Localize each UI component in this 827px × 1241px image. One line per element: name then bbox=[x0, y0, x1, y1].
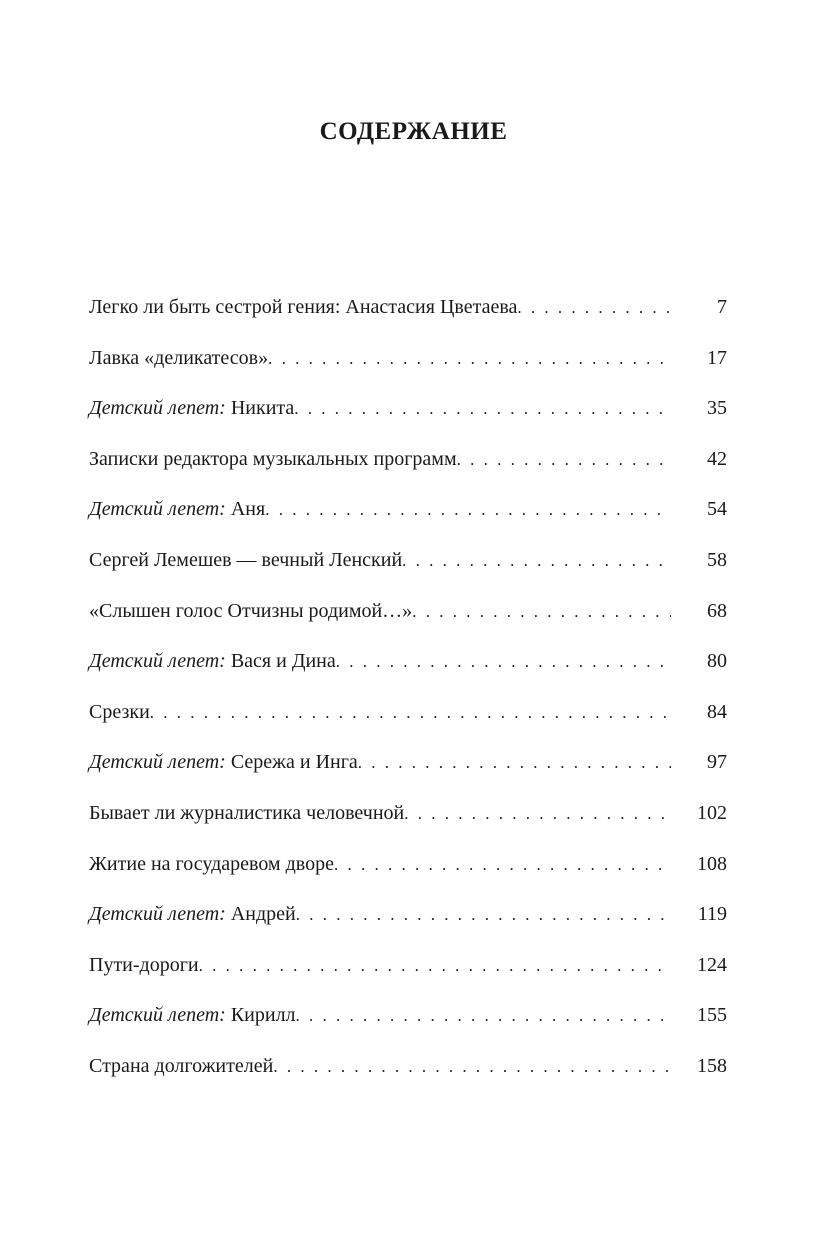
page-number: 7 bbox=[717, 296, 727, 318]
dot-leader bbox=[150, 698, 671, 728]
entry-text: Аня bbox=[230, 498, 266, 521]
entry-text: Житие на государевом дворе bbox=[89, 852, 334, 875]
entry-title bbox=[89, 747, 358, 777]
entry-title bbox=[89, 596, 412, 626]
entry-text: Никита bbox=[230, 397, 295, 420]
toc-entry[interactable] bbox=[89, 899, 727, 950]
dot-leader bbox=[402, 546, 671, 576]
dot-leader bbox=[517, 293, 671, 323]
page-number: 58 bbox=[707, 548, 727, 571]
dot-leader bbox=[265, 495, 671, 525]
page-number: 35 bbox=[707, 397, 727, 420]
page-number: 119 bbox=[697, 903, 727, 926]
entry-title bbox=[89, 292, 517, 322]
page-number: 102 bbox=[697, 801, 727, 824]
entry-text: Сережа и Инга bbox=[230, 751, 358, 774]
entry-text: Срезки bbox=[89, 700, 150, 723]
entry-title bbox=[89, 393, 294, 423]
page-number: 124 bbox=[697, 953, 727, 976]
toc-entry[interactable] bbox=[89, 697, 727, 748]
page-number: 158 bbox=[697, 1054, 727, 1077]
entry-text: Кирилл bbox=[230, 1004, 296, 1027]
toc-entry[interactable] bbox=[89, 292, 727, 343]
dot-leader bbox=[412, 597, 671, 627]
entry-text: Вася и Дина bbox=[230, 650, 336, 673]
toc-entry[interactable] bbox=[89, 646, 727, 697]
page-number: 54 bbox=[707, 498, 727, 521]
entry-title bbox=[89, 545, 402, 575]
dot-leader bbox=[404, 799, 671, 829]
dot-leader bbox=[334, 850, 671, 880]
dot-leader bbox=[358, 748, 671, 778]
entry-text: Сергей Лемешев — вечный Ленский bbox=[89, 548, 403, 571]
toc-entry[interactable] bbox=[89, 798, 727, 849]
entry-prefix: Детский лепет: bbox=[89, 397, 226, 420]
entry-title bbox=[89, 950, 199, 980]
page-number: 155 bbox=[697, 1004, 727, 1027]
page-number: 68 bbox=[707, 599, 727, 622]
entry-text: «Слышен голос Отчизны родимой…» bbox=[89, 599, 413, 622]
dot-leader bbox=[457, 445, 671, 475]
entry-text: Бывает ли журналистика человечной bbox=[89, 801, 405, 824]
entry-text: Лавка «деликатесов» bbox=[89, 346, 269, 369]
entry-text: Легко ли быть сестрой гения: Анастасия Цветаева bbox=[89, 296, 518, 318]
toc-entry[interactable] bbox=[89, 444, 727, 495]
entry-text: Страна долгожителей bbox=[89, 1054, 274, 1077]
toc-entry[interactable] bbox=[89, 494, 727, 545]
entry-prefix: Детский лепет: bbox=[89, 498, 226, 521]
page-number: 108 bbox=[697, 852, 727, 875]
dot-leader bbox=[273, 1052, 671, 1082]
dot-leader bbox=[296, 1001, 671, 1031]
toc-entry[interactable] bbox=[89, 393, 727, 444]
entry-title bbox=[89, 343, 268, 373]
entry-title bbox=[89, 697, 150, 727]
entry-title bbox=[89, 444, 457, 474]
entry-text: Пути-дороги bbox=[89, 953, 199, 976]
entry-text: Записки редактора музыкальных программ bbox=[89, 447, 457, 470]
dot-leader bbox=[268, 344, 671, 374]
page-number: 17 bbox=[707, 346, 727, 369]
dot-leader bbox=[296, 900, 671, 930]
dot-leader bbox=[199, 951, 671, 981]
page-number: 97 bbox=[707, 751, 727, 774]
entry-title bbox=[89, 646, 336, 676]
table-of-contents bbox=[89, 292, 727, 1102]
entry-prefix: Детский лепет: bbox=[89, 751, 226, 774]
toc-entry[interactable] bbox=[89, 343, 727, 394]
entry-prefix: Детский лепет: bbox=[89, 1004, 226, 1027]
entry-text: Андрей bbox=[230, 903, 296, 926]
toc-entry[interactable] bbox=[89, 747, 727, 798]
toc-entry[interactable] bbox=[89, 1000, 727, 1051]
toc-entry[interactable] bbox=[89, 849, 727, 900]
entry-title bbox=[89, 798, 404, 828]
entry-title bbox=[89, 1000, 296, 1030]
page-number: 42 bbox=[707, 447, 727, 470]
toc-entry[interactable] bbox=[89, 596, 727, 647]
page-number: 84 bbox=[707, 700, 727, 723]
entry-prefix: Детский лепет: bbox=[89, 650, 226, 673]
dot-leader bbox=[336, 647, 671, 677]
dot-leader bbox=[294, 394, 671, 424]
entry-prefix: Детский лепет: bbox=[89, 903, 226, 926]
toc-entry[interactable] bbox=[89, 950, 727, 1001]
entry-title bbox=[89, 849, 334, 879]
entry-title bbox=[89, 494, 265, 524]
entry-title bbox=[89, 1051, 273, 1081]
entry-title bbox=[89, 899, 296, 929]
toc-entry[interactable] bbox=[89, 1051, 727, 1102]
page-title: СОДЕРЖАНИЕ bbox=[319, 118, 508, 145]
toc-entry[interactable] bbox=[89, 545, 727, 596]
page-number: 80 bbox=[707, 650, 727, 673]
